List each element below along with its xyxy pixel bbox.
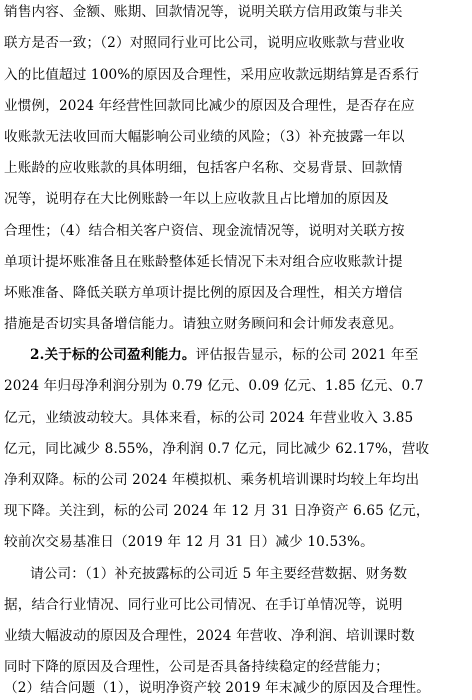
text-line: 据，结合行业情况、同行业可比公司情况、在手订单情况等，说明 [4,597,403,613]
text-line: （2）结合问题（1），说明净资产较 2019 年末减少的原因及合理性。 [4,680,431,696]
text-line: 坏账准备、降低关联方单项计提比例的原因及合理性，相关方增信 [4,285,403,301]
text-line: 单项计提坏账准备且在账龄整体延长情况下未对组合应收账款计提 [4,254,403,270]
text-line: 上账龄的应收账款的具体明细，包括客户名称、交易背景、回款情 [4,160,403,176]
text-line: 销售内容、金额、账期、回款情况等，说明关联方信用政策与非关 [4,4,403,20]
text-line: 现下降。关注到，标的公司 2024 年 12 月 31 日净资产 6.65 亿元， [4,503,430,519]
text-line: 同时下降的原因及合理性，公司是否具备持续稳定的经营能力； [4,659,389,675]
section-heading: 2.关于标的公司盈利能力。 [30,347,196,363]
heading-line-text: 评估报告显示，标的公司 2021 年至 [195,347,419,363]
text-line: 联方是否一致；（2）对照同行业可比公司，说明应收账款与营业收 [4,35,405,51]
text-line: 较前次交易基准日（2019 年 12 月 31 日）减少 10.53%。 [4,534,374,550]
text-line: 2024 年归母净利润分别为 0.79 亿元、0.09 亿元、1.85 亿元、0.7 [4,378,424,394]
text-line: 况等，说明存在大比例账龄一年以上应收款且占比增加的原因及 [4,191,389,207]
text-line: 亿元，业绩波动较大。具体来看，标的公司 2024 年营业收入 3.85 [4,410,414,426]
text-line: 收账款无法收回而大幅影响公司业绩的风险；（3）补充披露一年以 [4,129,405,145]
text-line: 入的比值超过 100%的原因及合理性，采用应收款远期结算是否系行 [4,67,420,83]
text-line: 亿元，同比减少 8.55%，净利润 0.7 亿元，同比减少 62.17%，营收 [4,441,430,457]
text-line: 业惯例，2024 年经营性回款同比减少的原因及合理性，是否存在应 [4,98,415,114]
section-heading-line [30,343,468,367]
paragraph-first-line: 请公司：（1）补充披露标的公司近 5 年主要经营数据、财务数 [30,566,408,582]
text-line: 净利双降。标的公司 2024 年模拟机、乘务机培训课时均较上年均出 [4,472,420,488]
text-line: 业绩大幅波动的原因及合理性，2024 年营收、净利润、培训课时数 [4,628,415,644]
text-line: 措施是否切实具备增信能力。请独立财务顾问和会计师发表意见。 [4,316,403,332]
text-line: 合理性；（4）结合相关客户资信、现金流情况等，说明对关联方按 [4,223,405,239]
